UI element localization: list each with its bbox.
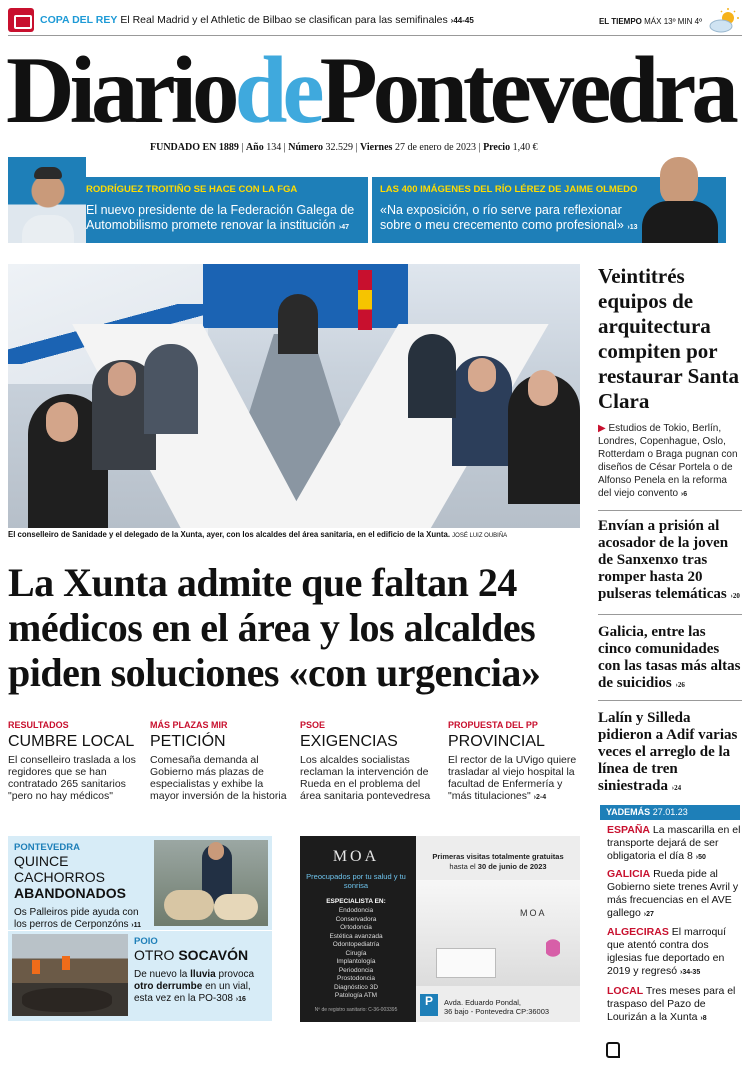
right-story-sanxenxo[interactable]: Envían a prisión al acosador de la joven de Sanxenxo tras romper hasta 20 pulseras telemáticas ›20 bbox=[598, 518, 740, 602]
main-photo bbox=[8, 264, 580, 528]
footer-logo-icon bbox=[606, 1042, 620, 1058]
brief-algeciras[interactable]: ALGECIRAS El marroquí que atentó contra dos iglesias fue deportado en 2019 y regresó ›34-35 bbox=[607, 926, 727, 977]
brief-espana[interactable]: ESPAÑA La mascarilla en el transporte dejará de ser obligatoria el día 8 ›50 bbox=[607, 824, 741, 862]
sub-story-1[interactable]: RESULTADOS CUMBRE LOCAL El conselleiro traslada a los regidores que se han contratado 265 sanitarios "pero no hay médicos" bbox=[8, 720, 136, 802]
sub-story-3[interactable]: PSOE EXIGENCIAS Los alcaldes socialistas reclaman la intervención de Rueda en el problema del área sanitaria pontevedresa bbox=[300, 720, 431, 802]
weather: EL TIEMPO MÁX 13º MIN 4º bbox=[598, 17, 702, 26]
top-bar bbox=[8, 8, 742, 36]
promo-portrait bbox=[8, 157, 86, 243]
specialty-item: Odontopediatría bbox=[332, 941, 380, 948]
brief-local[interactable]: LOCAL Tres meses para el traspaso del Pazo de Lourizán a la Xunta ›8 bbox=[607, 985, 736, 1023]
sub-story-2[interactable]: MÁS PLAZAS MIR PETICIÓN Comesaña demanda al Gobierno más plazas de especialistas y exhibe la mayor inversión de la historia bbox=[150, 720, 287, 802]
specialty-item: Endodoncia bbox=[338, 907, 374, 914]
dogs-photo bbox=[154, 840, 268, 926]
specialty-item: Ortodoncia bbox=[340, 924, 372, 931]
moa-dental-ad[interactable]: MOA Preocupados por tu salud y tu sonrisa ESPECIALISTA EN: Endodoncia Conservadora Ortodoncia Estética avanzada Odontopediatría Cirugía Implantología Periodoncia Prostodoncia Diagnóstico 3D Patología ATM Nº de registro sanitario: C-36-003395 Primeras visitas totalmente gratuitas hasta el 30 de junio de 2023 MOA P Avda. Eduardo Pondal, 36 bajo - Pontevedra CP:36003 bbox=[300, 836, 580, 1022]
ad-brand: MOA bbox=[332, 848, 380, 865]
specialty-item: Estética avanzada bbox=[329, 932, 383, 940]
specialty-item: Cirugía bbox=[345, 949, 367, 957]
box-story-dogs[interactable]: PONTEVEDRA QUINCE CACHORROS ABANDONADOS Os Palleiros pide ayuda con los perros de Cerponzóns ›11 bbox=[14, 842, 142, 930]
promo-fga[interactable]: RODRÍGUEZ TROITIÑO SE HACE CON LA FGA El nuevo presidente de la Federación Galega de Automobilismo promete renovar la institución ›47 bbox=[8, 177, 368, 243]
promo-lerez[interactable]: LAS 400 IMÁGENES DEL RÍO LÉREZ DE JAIME OLMEDO «Na exposición, o río serve para reflexionar sobre o meu crecemento como profesional» ›13 bbox=[372, 177, 726, 243]
brief-galicia[interactable]: GALICIA Rueda pide al Gobierno siete trenes Avril y más frecuencias en el AVE gallego ›27 bbox=[607, 868, 739, 919]
promo-portrait bbox=[634, 153, 726, 243]
photo-caption: El conselleiro de Sanidade y el delegado de la Xunta, ayer, con los alcaldes del área sanitaria, en el edificio de la Xunta. JOSÉ LUIZ OUBIÑA bbox=[8, 530, 508, 539]
main-headline[interactable]: La Xunta admite que faltan 24 médicos en el área y los alcaldes piden soluciones «con urgencia» bbox=[8, 560, 541, 695]
specialty-list bbox=[306, 907, 406, 1001]
specialty-item: Diagnóstico 3D bbox=[333, 983, 379, 991]
specialty-item: Prostodoncia bbox=[337, 975, 375, 982]
dateline: FUNDADO EN 1889 | Año 134 | Número 32.529 | Viernes 27 de enero de 2023 | Precio 1,40 € bbox=[150, 142, 538, 153]
right-story-suicide[interactable]: Galicia, entre las cinco comunidades con las tasas más altas de suicidios ›26 bbox=[598, 624, 741, 691]
local-news-box bbox=[8, 836, 272, 1021]
specialty-item: Conservadora bbox=[335, 915, 377, 923]
yademas-header: YADEMÁS 27.01.23 bbox=[600, 805, 740, 820]
sub-story-4[interactable]: PROPUESTA DEL PP PROVINCIAL El rector de la UVigo quiere trasladar al viejo hospital la facultad de Enfermería y "más titulaciones" ›2-4 bbox=[448, 720, 577, 802]
box-story-sinkhole[interactable]: POIO OTRO SOCAVÓN De nuevo la lluvia provoca otro derrumbe en un vial, esta vez en la PO-308 ›16 bbox=[134, 936, 255, 1004]
sinkhole-photo bbox=[12, 934, 128, 1016]
top-teaser[interactable]: COPA DEL REY El Real Madrid y el Athletic de Bilbao se clasifican para las semifinales ›44-45 bbox=[40, 14, 474, 26]
masthead[interactable]: DiariodePontevedra bbox=[6, 37, 734, 143]
right-lead-story[interactable]: Veintitrés equipos de arquitectura compiten por restaurar Santa Clara ▶ Estudios de Tokio, Berlín, Londres, Copenhague, Oslo, Rotterdam o Braga pugnan con diseños de César Portela o de Alfonso Penela en la reforma del viejo convento ›6 bbox=[598, 264, 739, 499]
partly-cloudy-icon bbox=[708, 8, 740, 34]
parking-icon: P bbox=[420, 994, 438, 1016]
right-story-adif[interactable]: Lalín y Silleda pidieron a Adif varias veces el arreglo de la línea de tren siniestrada ›24 bbox=[598, 710, 738, 794]
specialty-item: Patología ATM bbox=[334, 992, 378, 999]
specialty-item: Periodoncia bbox=[338, 966, 374, 974]
specialty-item: Implantología bbox=[336, 958, 376, 965]
sports-logo-icon bbox=[8, 8, 34, 32]
